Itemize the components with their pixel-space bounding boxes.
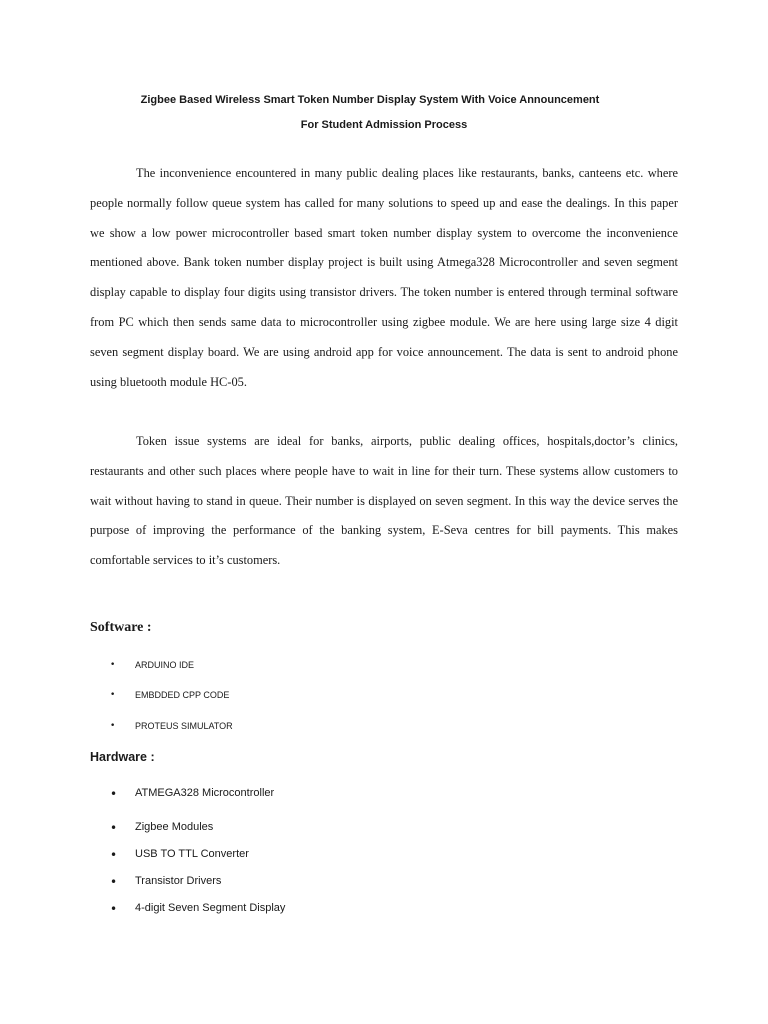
hardware-item-label: USB TO TTL Converter <box>135 848 249 860</box>
bullet-icon: • <box>110 787 118 801</box>
bullet-icon: • <box>110 875 118 889</box>
software-item-label: EMBDDED CPP CODE <box>135 690 230 700</box>
bullet-icon: • <box>110 821 118 835</box>
bullet-icon: • <box>110 660 116 670</box>
paragraph-introduction: The inconvenience encountered in many public dealing places like restaurants, banks, canteens etc. where people normally follow queue system has called for many solutions to speed up and ease the dealings. In this paper we show a low power microcontroller based smart token number display system to overcome the inconvenience mentioned above. Bank token number display project is built using Atmega328 Microcontroller and seven segment display capable to display four digits using transistor drivers. The token number is entered through terminal software from PC which then sends same data to microcontroller using zigbee module. We are here using large size 4 digit seven segment display board. We are using android app for voice announcement. The data is sent to android phone using bluetooth module HC-05. <box>90 166 678 389</box>
document-title-line-2: For Student Admission Process <box>300 119 468 131</box>
hardware-item-label: Transistor Drivers <box>135 875 222 887</box>
paragraph-applications: Token issue systems are ideal for banks, airports, public dealing offices, hospitals,doctor’s clinics, restaurants and other such places where people have to wait in line for their turn. These systems allow customers to wait without having to stand in queue. Their number is displayed on seven segment. In this way the device serves the purpose of improving the performance of the banking system, E-Seva centres for bill payments. This makes comfortable services to it’s customers. <box>90 434 678 568</box>
bullet-icon: • <box>110 690 116 700</box>
hardware-heading: Hardware : <box>90 750 155 764</box>
document-title-line-1: Zigbee Based Wireless Smart Token Number Display System With Voice Announcement <box>140 94 600 106</box>
bullet-icon: • <box>110 848 118 862</box>
software-item-label: ARDUINO IDE <box>135 660 195 670</box>
software-item-label: PROTEUS SIMULATOR <box>135 721 233 731</box>
hardware-item-label: Zigbee Modules <box>135 821 214 833</box>
hardware-item-label: ATMEGA328 Microcontroller <box>135 787 275 799</box>
bullet-icon: • <box>110 721 116 731</box>
hardware-item-label: 4-digit Seven Segment Display <box>135 902 286 914</box>
software-heading: Software : <box>90 620 152 635</box>
bullet-icon: • <box>110 902 118 916</box>
